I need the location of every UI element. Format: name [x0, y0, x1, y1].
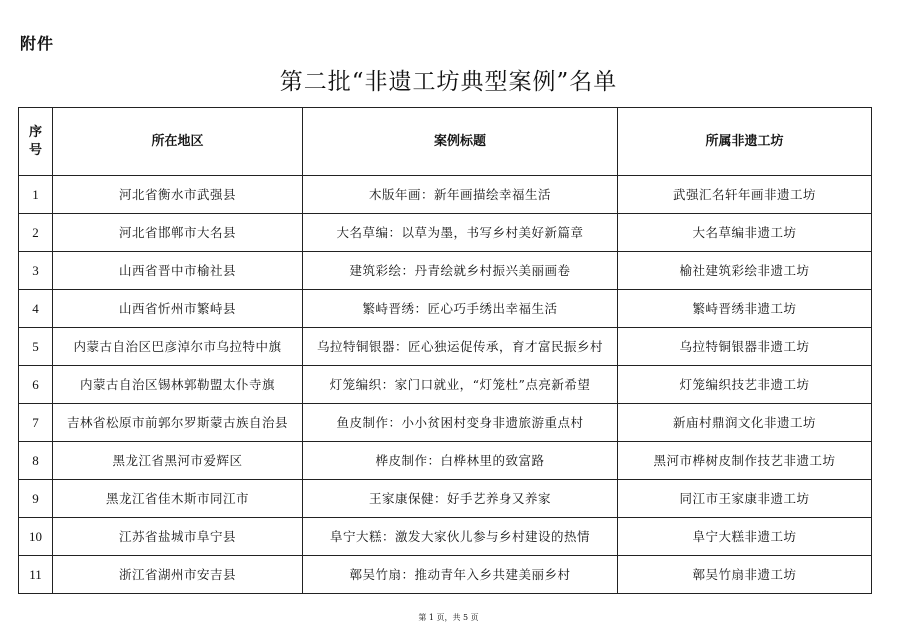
- row-number: 11: [19, 556, 53, 594]
- row-workshop: 灯笼编织技艺非遗工坊: [618, 366, 872, 404]
- table-row: [19, 366, 872, 404]
- table-row: [19, 556, 872, 594]
- row-workshop: 新庙村鼎润文化非遗工坊: [618, 404, 872, 442]
- attachment-label: 附件: [20, 34, 55, 53]
- table-row: [19, 442, 872, 480]
- row-number: 7: [19, 404, 53, 442]
- row-region: 江苏省盐城市阜宁县: [53, 518, 303, 556]
- row-number: 9: [19, 480, 53, 518]
- page-footer: 第 1 页，共 5 页: [418, 613, 479, 622]
- row-region: 河北省衡水市武强县: [53, 176, 303, 214]
- table-row: [19, 214, 872, 252]
- row-workshop: 繁峙晋绣非遗工坊: [618, 290, 872, 328]
- row-number: 3: [19, 252, 53, 290]
- table-header-row: [19, 108, 872, 176]
- row-case-title: 乌拉特铜银器：匠心独运促传承，育才富民振乡村: [303, 328, 618, 366]
- row-case-title: 大名草编：以草为墨，书写乡村美好新篇章: [303, 214, 618, 252]
- row-case-title: 灯笼编织：家门口就业，“灯笼杜”点亮新希望: [303, 366, 618, 404]
- row-case-title: 建筑彩绘：丹青绘就乡村振兴美丽画卷: [303, 252, 618, 290]
- row-workshop: 武强汇名轩年画非遗工坊: [618, 176, 872, 214]
- case-list-table: [18, 107, 872, 594]
- table-row: [19, 328, 872, 366]
- row-region: 黑龙江省佳木斯市同江市: [53, 480, 303, 518]
- row-workshop: 乌拉特铜银器非遗工坊: [618, 328, 872, 366]
- row-region: 黑龙江省黑河市爱辉区: [53, 442, 303, 480]
- header-index-line1: 序: [28, 124, 42, 140]
- row-workshop: 鄣吴竹扇非遗工坊: [618, 556, 872, 594]
- row-number: 1: [19, 176, 53, 214]
- row-number: 2: [19, 214, 53, 252]
- row-number: 10: [19, 518, 53, 556]
- row-case-title: 木版年画：新年画描绘幸福生活: [303, 176, 618, 214]
- row-workshop: 大名草编非遗工坊: [618, 214, 872, 252]
- row-region: 吉林省松原市前郭尔罗斯蒙古族自治县: [53, 404, 303, 442]
- row-workshop: 黑河市桦树皮制作技艺非遗工坊: [618, 442, 872, 480]
- row-region: 浙江省湖州市安吉县: [53, 556, 303, 594]
- row-region: 内蒙古自治区锡林郭勒盟太仆寺旗: [53, 366, 303, 404]
- table-row: [19, 176, 872, 214]
- table-row: [19, 480, 872, 518]
- header-index-line2: 号: [28, 142, 42, 158]
- row-region: 山西省忻州市繁峙县: [53, 290, 303, 328]
- row-case-title: 桦皮制作：白桦林里的致富路: [303, 442, 618, 480]
- row-number: 8: [19, 442, 53, 480]
- row-case-title: 阜宁大糕：激发大家伙儿参与乡村建设的热情: [303, 518, 618, 556]
- row-case-title: 繁峙晋绣：匠心巧手绣出幸福生活: [303, 290, 618, 328]
- row-case-title: 鄣吴竹扇：推动青年入乡共建美丽乡村: [303, 556, 618, 594]
- row-number: 4: [19, 290, 53, 328]
- header-case-title: 案例标题: [303, 108, 618, 176]
- table-row: [19, 518, 872, 556]
- row-region: 内蒙古自治区巴彦淖尔市乌拉特中旗: [53, 328, 303, 366]
- table-row: [19, 252, 872, 290]
- row-case-title: 鱼皮制作：小小贫困村变身非遗旅游重点村: [303, 404, 618, 442]
- row-number: 6: [19, 366, 53, 404]
- header-index: [19, 108, 53, 176]
- document-title: 第二批“非遗工坊典型案例”名单: [279, 69, 618, 95]
- row-workshop: 同江市王家康非遗工坊: [618, 480, 872, 518]
- table-row: [19, 290, 872, 328]
- row-region: 河北省邯郸市大名县: [53, 214, 303, 252]
- row-number: 5: [19, 328, 53, 366]
- table-row: [19, 404, 872, 442]
- header-workshop: 所属非遗工坊: [618, 108, 872, 176]
- row-case-title: 王家康保健：好手艺养身又养家: [303, 480, 618, 518]
- row-workshop: 榆社建筑彩绘非遗工坊: [618, 252, 872, 290]
- header-region: 所在地区: [53, 108, 303, 176]
- row-workshop: 阜宁大糕非遗工坊: [618, 518, 872, 556]
- row-region: 山西省晋中市榆社县: [53, 252, 303, 290]
